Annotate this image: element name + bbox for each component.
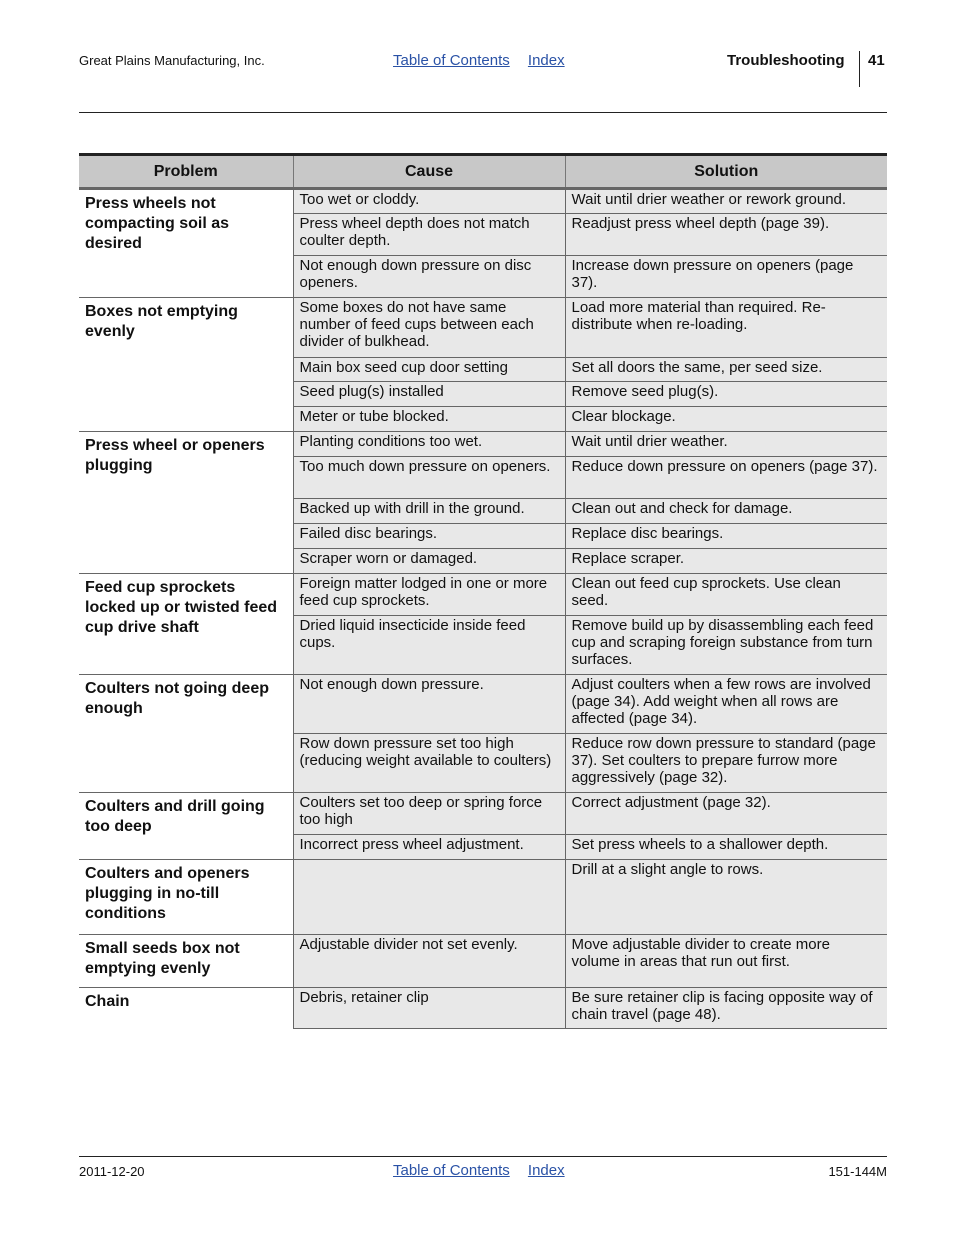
solution-cell: Wait until drier weather. bbox=[565, 432, 887, 457]
toc-link[interactable]: Table of Contents bbox=[393, 52, 510, 69]
cause-cell: Too wet or cloddy. bbox=[293, 189, 565, 214]
solution-cell: Remove seed plug(s). bbox=[565, 382, 887, 407]
troubleshooting-table bbox=[79, 153, 887, 1029]
problem-cell: Coulters and openers plugging in no-till conditions bbox=[79, 860, 293, 935]
solution-cell: Set press wheels to a shallower depth. bbox=[565, 835, 887, 860]
header-links bbox=[393, 52, 579, 69]
table-row bbox=[79, 574, 887, 616]
problem-cell: Press wheel or openers plugging bbox=[79, 432, 293, 574]
table-row bbox=[79, 935, 887, 988]
footer-rule bbox=[79, 1156, 887, 1157]
problem-cell: Boxes not emptying evenly bbox=[79, 298, 293, 432]
page-number: 41 bbox=[868, 52, 885, 69]
solution-cell: Reduce row down pressure to standard (page 37). Set coulters to prepare furrow more aggressively (page 32). bbox=[565, 734, 887, 793]
section-title: Troubleshooting bbox=[727, 52, 845, 69]
table-row bbox=[79, 189, 887, 214]
column-header-solution: Solution bbox=[565, 155, 887, 189]
problem-cell: Coulters not going deep enough bbox=[79, 675, 293, 793]
table-row bbox=[79, 432, 887, 457]
footer-links bbox=[393, 1162, 579, 1179]
cause-cell: Foreign matter lodged in one or more feed cup sprockets. bbox=[293, 574, 565, 616]
footer-toc-link[interactable]: Table of Contents bbox=[393, 1162, 510, 1179]
column-header-cause: Cause bbox=[293, 155, 565, 189]
solution-cell: Drill at a slight angle to rows. bbox=[565, 860, 887, 935]
cause-cell: Backed up with drill in the ground. bbox=[293, 499, 565, 524]
solution-cell: Set all doors the same, per seed size. bbox=[565, 358, 887, 382]
solution-cell: Clean out and check for damage. bbox=[565, 499, 887, 524]
footer-date: 2011-12-20 bbox=[79, 1164, 145, 1179]
problem-cell: Chain bbox=[79, 988, 293, 1029]
cause-cell: Dried liquid insecticide inside feed cups. bbox=[293, 616, 565, 675]
solution-cell: Move adjustable divider to create more volume in areas that run out first. bbox=[565, 935, 887, 988]
table-row bbox=[79, 793, 887, 835]
solution-cell: Clean out feed cup sprockets. Use clean seed. bbox=[565, 574, 887, 616]
solution-cell: Replace scraper. bbox=[565, 549, 887, 574]
cause-cell: Adjustable divider not set evenly. bbox=[293, 935, 565, 988]
cause-cell bbox=[293, 860, 565, 935]
cause-cell: Main box seed cup door setting bbox=[293, 358, 565, 382]
column-header-problem: Problem bbox=[79, 155, 293, 189]
problem-cell: Feed cup sprockets locked up or twisted feed cup drive shaft bbox=[79, 574, 293, 675]
cause-cell: Not enough down pressure on disc openers. bbox=[293, 256, 565, 298]
table-header-row bbox=[79, 155, 887, 189]
header-rule bbox=[79, 112, 887, 113]
cause-cell: Not enough down pressure. bbox=[293, 675, 565, 734]
troubleshooting-table-wrapper bbox=[79, 153, 887, 1029]
problem-cell: Press wheels not compacting soil as desired bbox=[79, 189, 293, 298]
solution-cell: Correct adjustment (page 32). bbox=[565, 793, 887, 835]
cause-cell: Some boxes do not have same number of feed cups between each divider of bulkhead. bbox=[293, 298, 565, 358]
solution-cell: Adjust coulters when a few rows are involved (page 34). Add weight when all rows are affected (page 34). bbox=[565, 675, 887, 734]
solution-cell: Readjust press wheel depth (page 39). bbox=[565, 214, 887, 256]
solution-cell: Be sure retainer clip is facing opposite way of chain travel (page 48). bbox=[565, 988, 887, 1029]
table-row bbox=[79, 988, 887, 1029]
solution-cell: Replace disc bearings. bbox=[565, 524, 887, 549]
document-number: 151-144M bbox=[828, 1164, 887, 1179]
cause-cell: Seed plug(s) installed bbox=[293, 382, 565, 407]
cause-cell: Debris, retainer clip bbox=[293, 988, 565, 1029]
problem-cell: Small seeds box not emptying evenly bbox=[79, 935, 293, 988]
cause-cell: Coulters set too deep or spring force too high bbox=[293, 793, 565, 835]
solution-cell: Remove build up by disassembling each feed cup and scraping foreign substance from turn surfaces. bbox=[565, 616, 887, 675]
cause-cell: Failed disc bearings. bbox=[293, 524, 565, 549]
cause-cell: Press wheel depth does not match coulter depth. bbox=[293, 214, 565, 256]
company-name: Great Plains Manufacturing, Inc. bbox=[79, 53, 265, 68]
cause-cell: Incorrect press wheel adjustment. bbox=[293, 835, 565, 860]
header-divider bbox=[859, 51, 860, 87]
cause-cell: Scraper worn or damaged. bbox=[293, 549, 565, 574]
table-body bbox=[79, 189, 887, 1029]
cause-cell: Too much down pressure on openers. bbox=[293, 457, 565, 499]
cause-cell: Row down pressure set too high (reducing weight available to coulters) bbox=[293, 734, 565, 793]
solution-cell: Clear blockage. bbox=[565, 407, 887, 432]
table-row bbox=[79, 675, 887, 734]
solution-cell: Reduce down pressure on openers (page 37). bbox=[565, 457, 887, 499]
solution-cell: Load more material than required. Re-distribute when re-loading. bbox=[565, 298, 887, 358]
cause-cell: Meter or tube blocked. bbox=[293, 407, 565, 432]
cause-cell: Planting conditions too wet. bbox=[293, 432, 565, 457]
solution-cell: Wait until drier weather or rework ground. bbox=[565, 189, 887, 214]
problem-cell: Coulters and drill going too deep bbox=[79, 793, 293, 860]
table-row bbox=[79, 860, 887, 935]
index-link[interactable]: Index bbox=[527, 52, 565, 69]
footer-index-link[interactable]: Index bbox=[527, 1162, 565, 1179]
solution-cell: Increase down pressure on openers (page 37). bbox=[565, 256, 887, 298]
table-row bbox=[79, 298, 887, 358]
